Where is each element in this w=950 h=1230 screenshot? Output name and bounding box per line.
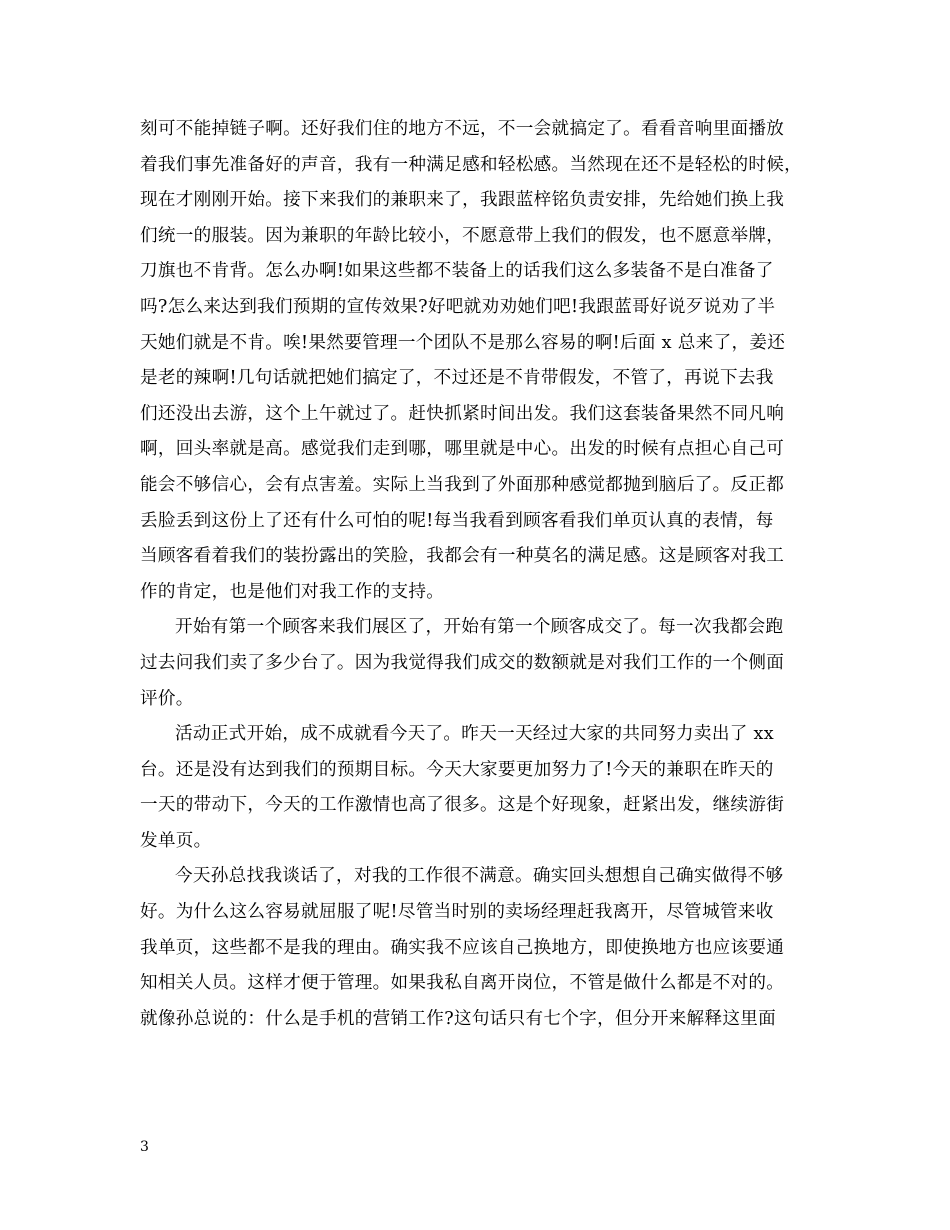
text-line: 好。为什么这么容易就屈服了呢!尽管当时别的卖场经理赶我离开，尽管城管来收	[140, 902, 774, 923]
text-line: 作的肯定，也是他们对我工作的支持。	[140, 581, 445, 602]
text-line: 一天的带动下，今天的工作激情也高了很多。这是个好现象，赶紧出发，继续游街	[140, 795, 785, 816]
text-line: 是老的辣啊!几句话就把她们搞定了，不过还是不肯带假发，不管了，再说下去我	[140, 368, 774, 389]
text-line: 就像孙总说的：什么是手机的营销工作?这句话只有七个字，但分开来解释这里面	[140, 1008, 777, 1029]
text-line: 们统一的服装。因为兼职的年龄比较小，不愿意带上我们的假发，也不愿意举牌，	[140, 225, 785, 246]
text-line: 知相关人员。这样才便于管理。如果我私自离开岗位，不管是做什么都是不对的。	[140, 973, 785, 994]
paragraph	[140, 717, 820, 859]
page-number: 3	[140, 1139, 149, 1155]
body-text	[140, 112, 820, 1037]
paragraph	[140, 112, 820, 610]
text-line: 当顾客看着我们的装扮露出的笑脸，我都会有一种莫名的满足感。这是顾客对我工	[140, 546, 785, 567]
text-line: 刻可不能掉链子啊。还好我们住的地方不远，不一会就搞定了。看看音响里面播放	[140, 119, 785, 139]
text-line: 丢脸丢到这份上了还有什么可怕的呢!每当我看到顾客看我们单页认真的表情，每	[140, 510, 774, 531]
text-line: 发单页。	[140, 830, 212, 851]
text-line: 啊，回头率就是高。感觉我们走到哪，哪里就是中心。出发的时候有点担心自己可	[140, 439, 785, 460]
paragraph	[140, 610, 820, 717]
text-line: 刀旗也不肯背。怎么办啊!如果这些都不装备上的话我们这么多装备不是白准备了	[140, 261, 774, 282]
text-line: 吗?怎么来达到我们预期的宣传效果?好吧就劝劝她们吧!我跟蓝哥好说歹说劝了半	[140, 296, 776, 317]
text-line: 我单页，这些都不是我的理由。确实我不应该自己换地方，即使换地方也应该要通	[140, 937, 785, 958]
text-line: 现在才刚刚开始。接下来我们的兼职来了，我跟蓝梓铭负责安排，先给她们换上我	[140, 190, 785, 211]
text-line: 们还没出去游，这个上午就过了。赶快抓紧时间出发。我们这套装备果然不同凡响	[140, 403, 785, 424]
text-line: 能会不够信心，会有点害羞。实际上当我到了外面那种感觉都抛到脑后了。反正都	[140, 474, 785, 495]
text-line: 评价。	[140, 688, 194, 709]
text-line: 开始有第一个顾客来我们展区了，开始有第一个顾客成交了。每一次我都会跑	[175, 617, 784, 638]
text-line: 今天孙总找我谈话了，对我的工作很不满意。确实回头想想自己确实做得不够	[175, 866, 784, 887]
text-line: 台。还是没有达到我们的预期目标。今天大家要更加努力了!今天的兼职在昨天的	[140, 759, 774, 780]
paragraph	[140, 859, 820, 1037]
text-line: 过去问我们卖了多少台了。因为我觉得我们成交的数额就是对我们工作的一个侧面	[140, 652, 785, 673]
text-line: 着我们事先准备好的声音，我有一种满足感和轻松感。当然现在还不是轻松的时候，	[140, 154, 803, 175]
text-line: 天她们就是不肯。唉!果然要管理一个团队不是那么容易的啊!后面 x 总来了，姜还	[140, 332, 786, 353]
text-line: 活动正式开始，成不成就看今天了。昨天一天经过大家的共同努力卖出了 xx	[175, 724, 774, 745]
